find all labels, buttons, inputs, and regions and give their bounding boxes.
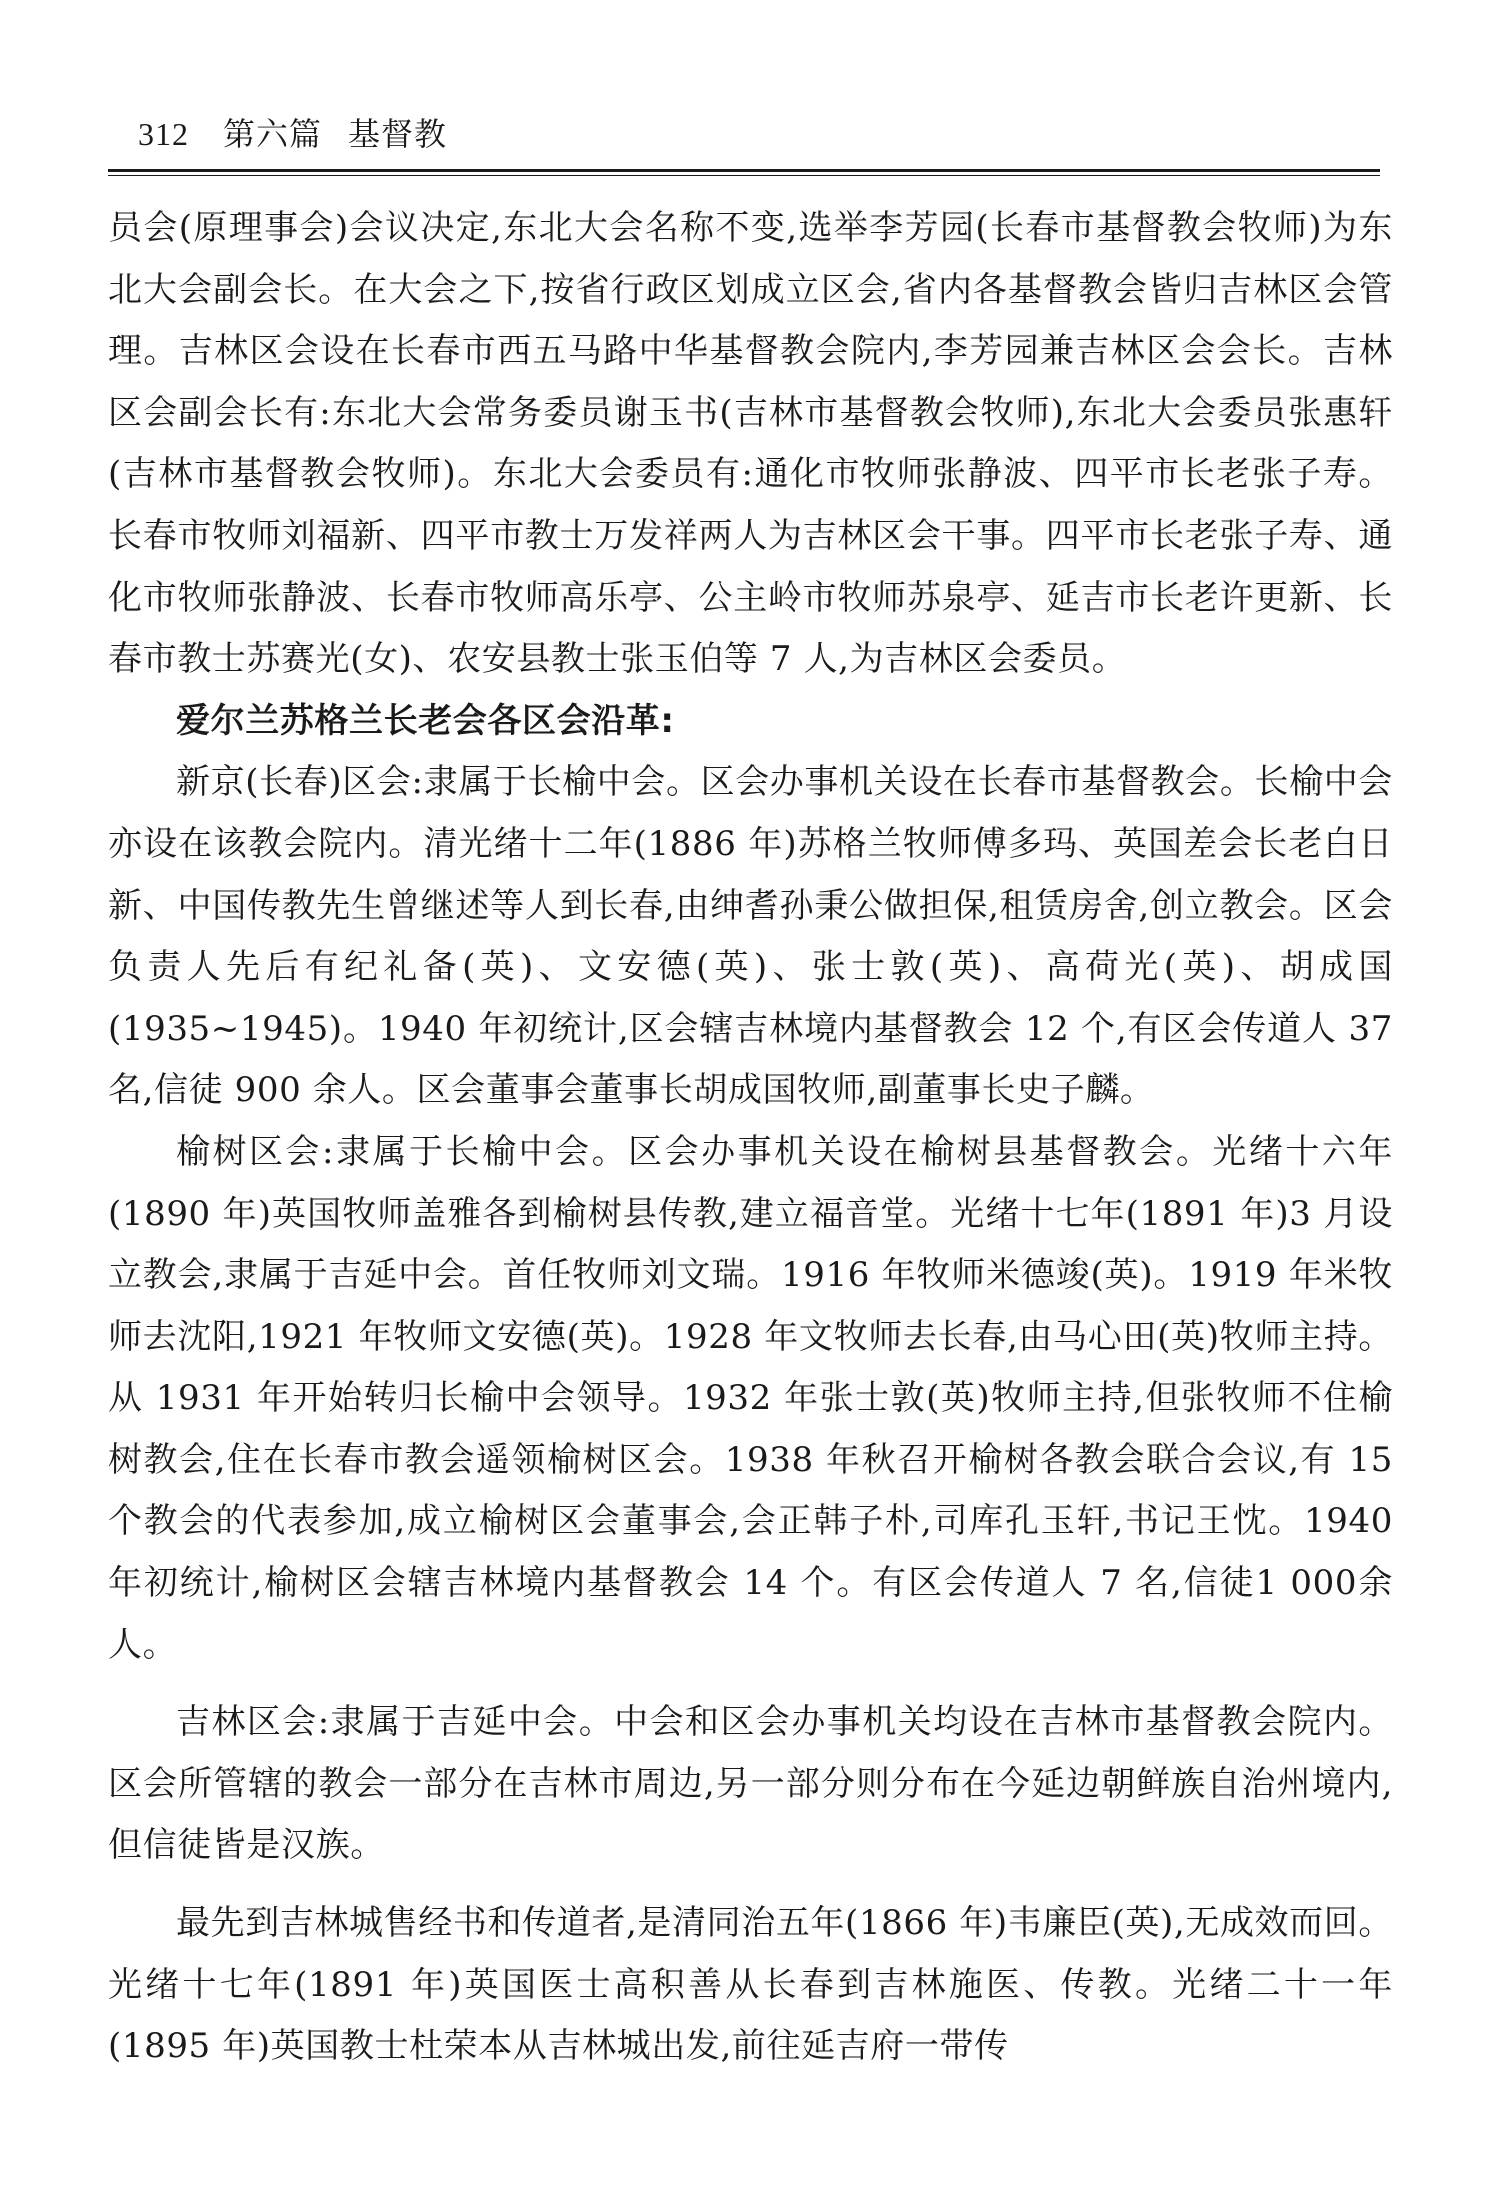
paragraph-xinjing-district: 新京(长春)区会:隶属于长榆中会。区会办事机关设在长春市基督教会。长榆中会亦设在该教会院内。清光绪十二年(1886 年)苏格兰牧师傅多玛、英国差会长老白日新、中国传教先生曾继述等人到长春,由绅耆孙秉公做担保,租赁房舍,创立教会。区会负责人先后有纪礼备(英)、文安德(英)、张士敦(英)、高荷光(英)、胡成国(1935~1945)。1940 年初统计,区会辖吉林境内基督教会 12 个,有区会传道人 37 名,信徒 900 余人。区会董事会董事长胡成国牧师,副董事长史子麟。 [108, 762, 1393, 1111]
paragraph-continued: 员会(原理事会)会议决定,东北大会名称不变,选举李芳园(长春市基督教会牧师)为东北大会副会长。在大会之下,按省行政区划成立区会,省内各基督教会皆归吉林区会管理。吉林区会设在长春市西五马路中华基督教会院内,李芳园兼吉林区会会长。吉林区会副会长有:东北大会常务委员谢玉书(吉林市基督教会牧师),东北大会委员张惠轩(吉林市基督教会牧师)。东北大会委员有:通化市牧师张静波、四平市长老张子寿。长春市牧师刘福新、四平市教士万发祥两人为吉林区会干事。四平市长老张子寿、通化市牧师张静波、长春市牧师高乐亭、公主岭市牧师苏泉亭、延吉市长老许更新、长春市教士苏赛光(女)、农安县教士张玉伯等 7 人,为吉林区会委员。 [108, 208, 1393, 680]
paragraph-yushu-district: 榆树区会:隶属于长榆中会。区会办事机关设在榆树县基督教会。光绪十六年(1890 年)英国牧师盖雅各到榆树县传教,建立福音堂。光绪十七年(1891 年)3 月设立教会,隶属于吉延中会。首任牧师刘文瑞。1916 年牧师米德竣(英)。1919 年米牧师去沈阳,1921 年牧师文安德(英)。1928 年文牧师去长春,由马心田(英)牧师主持。从 1931 年开始转归长榆中会领导。1932 年张士敦(英)牧师主持,但张牧师不住榆树教会,住在长春市教会遥领榆树区会。1938 年秋召开榆树各教会联合会议,有 15 个教会的代表参加,成立榆树区会董事会,会正韩子朴,司库孔玉轩,书记王忱。1940 年初统计,榆树区会辖吉林境内基督教会 14 个。有区会传道人 7 名,信徒1 000余人。 [108, 1131, 1393, 1665]
part-title: 基督教 [348, 115, 448, 153]
paragraph-jilin-history: 最先到吉林城售经书和传道者,是清同治五年(1866 年)韦廉臣(英),无成效而回。光绪十七年(1891 年)英国医士高积善从长春到吉林施医、传教。光绪二十一年(1895 年)英国教士杜荣本从吉林城出发,前往延吉府一带传 [108, 1903, 1393, 2067]
part-label: 第六篇 [223, 115, 323, 153]
header-rule-thin [108, 175, 1380, 176]
page-number: 312 [138, 116, 189, 152]
running-header [138, 112, 447, 156]
section-heading: 爱尔兰苏格兰长老会各区会沿革: [176, 700, 675, 741]
body-text [108, 198, 1393, 2078]
paragraph-jilin-district: 吉林区会:隶属于吉延中会。中会和区会办事机关均设在吉林市基督教会院内。区会所管辖的教会一部分在吉林市周边,另一部分则分布在今延边朝鲜族自治州境内,但信徒皆是汉族。 [108, 1702, 1393, 1866]
header-rule-thick [108, 169, 1380, 172]
